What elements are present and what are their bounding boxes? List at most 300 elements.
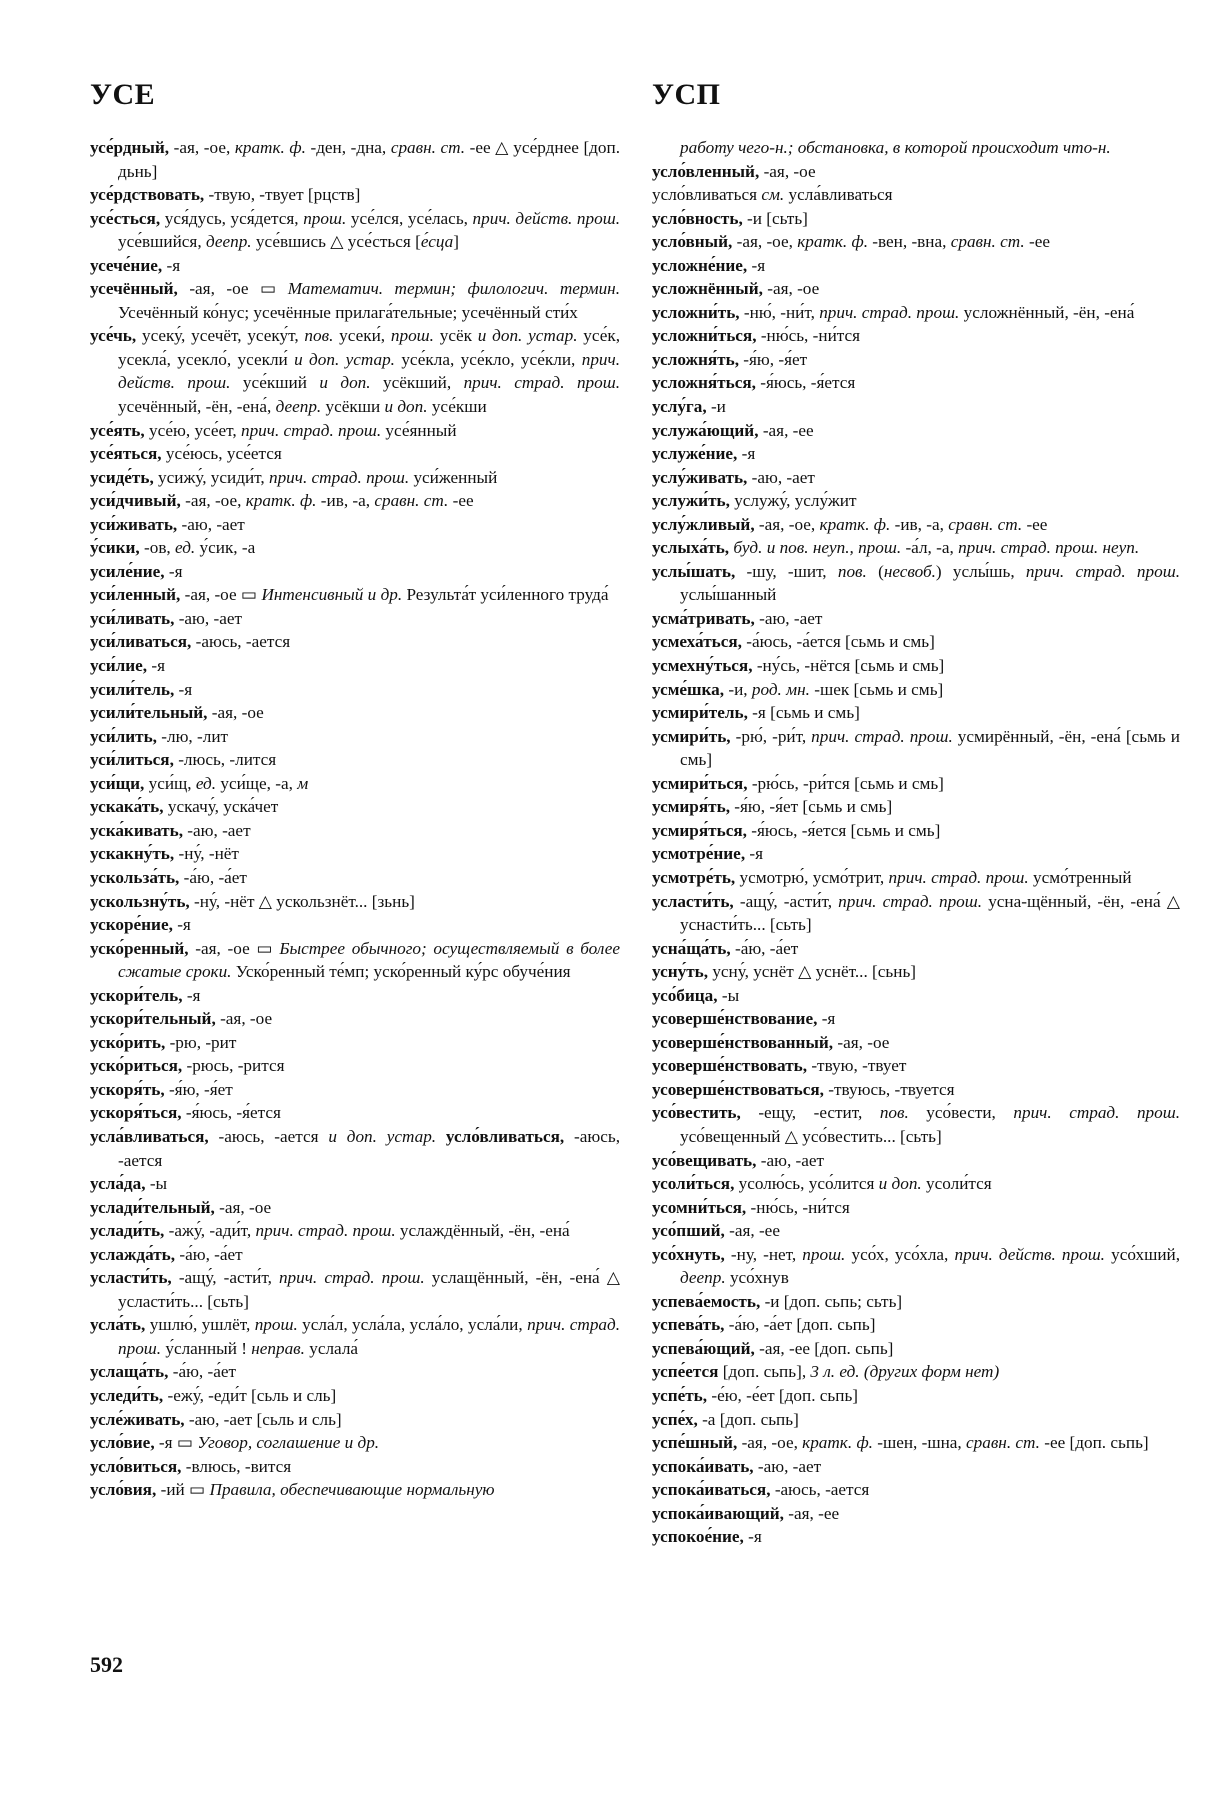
dictionary-entry [652,1219,1180,1243]
entry-text: -ая, -ее [доп. с [754,1338,863,1358]
headword: усло́вливаться, [436,1126,565,1146]
dictionary-entry [90,795,620,819]
headword: усо́бица, [652,985,718,1005]
grammar-note: прич. страд. прош. [255,1221,396,1241]
entry-text: ьп [844,1315,862,1335]
grammar-note: деепр. [275,397,322,417]
entry-text: уся́дусь, уся́дется, [160,208,304,228]
headword: усо́вещивать, [652,1150,757,1170]
headword: усе́сться, [90,208,161,228]
entry-text: усла́л, усла́ла, усла́ло, усла́ли, [297,1315,528,1335]
headword: услади́ть, [90,1221,165,1241]
entry-text: -аю, -ает [754,608,823,628]
entry-text: ь и см [877,632,922,652]
dictionary-entry [90,725,620,749]
entry-text: -я [182,985,201,1005]
dictionary-entry [90,1101,620,1125]
entry-text: ст [331,185,347,205]
headword: ускоря́ться, [90,1103,182,1123]
dictionary-entry [652,230,1180,254]
headword: ускакну́ть, [90,844,175,864]
headword: усечённый, [90,279,178,299]
entry-text: усе́кший [230,373,320,393]
headword: ускака́ть, [90,797,164,817]
entry-text: ь и см [886,773,931,793]
dictionary-entry [90,1125,620,1172]
grammar-note: и доп. устар. [477,326,578,346]
headword: усече́ние, [90,255,163,275]
headword: усе́яться, [90,444,162,464]
dictionary-entry [652,442,1180,466]
entry-text: усмирённый, -ён, -ена́ [с [952,726,1140,746]
dictionary-entry [90,1219,620,1243]
headword: услади́тельный, [90,1197,215,1217]
dictionary-entry [652,1337,1180,1361]
entry-text: -ив, -а, [890,514,949,534]
dictionary-entry [652,725,1180,772]
entry-text: Результа́т уси́ленного труда́ [402,585,609,605]
dictionary-entry [90,1031,620,1055]
entry-text: -ну́, -нёт [174,844,239,864]
entry-text: ьм [867,656,887,676]
headword: ускользну́ть, [90,891,190,911]
entry-text: -я ▭ [154,1433,198,1453]
entry-text: ьп [768,1409,786,1429]
entry-text: -я [174,679,193,699]
headword: услужи́ть, [652,491,730,511]
grammar-note: кратк. ф. [234,138,306,157]
entry-text: -аю, -ает [756,1150,825,1170]
entry-text: ьт [783,915,798,935]
entry-text: усижу́, усиди́т, [153,467,269,487]
grammar-note: е́сца [420,232,454,252]
entry-text: ь] [928,1126,942,1146]
headword: усло́вный, [652,232,733,252]
dictionary-entry [90,560,620,584]
dictionary-entry [90,819,620,843]
entry-text: -ее [1022,514,1048,534]
dictionary-entry [90,1313,620,1360]
entry-text: усло́вливаться [652,185,762,205]
grammar-note: работу чего-н.; обстановка, в которой происходит что-н. [680,138,1111,157]
dictionary-entry [652,890,1180,937]
entry-text: -я [817,1009,836,1029]
entry-text: -я [745,844,764,864]
dictionary-entry [90,1455,620,1479]
headword: усле́живать, [90,1409,185,1429]
entry-text: -а́ю, -а́ет [168,1362,236,1382]
grammar-note: прич. страд. прош. неуп. [958,538,1140,558]
entry-text: -ая, -ое [762,279,820,299]
grammar-note: сравн. ст. [390,138,466,157]
dictionary-entry [90,678,620,702]
headword: усмеха́ться, [652,632,742,652]
dictionary-entry [652,678,1180,702]
grammar-note: 3 л. ед. (других форм нет) [810,1362,1000,1382]
headword: уси́живать, [90,514,178,534]
grammar-note: Математич. термин; филологич. термин. [287,279,621,299]
dictionary-entry [652,1031,1180,1055]
dictionary-entry [652,1149,1180,1173]
entry-text: -я́ю, -я́ет [с [730,797,816,817]
entry-text: ь] [844,1385,859,1405]
headword: усе́ять, [90,420,145,440]
headword: усложня́ться, [652,373,756,393]
entry-text: ь и сл [280,1385,323,1405]
dictionary-entry [652,536,1180,560]
headword: усну́ть, [652,962,709,982]
headword: усоверше́нствование, [652,1009,818,1029]
headword: усмири́ться, [652,773,748,793]
entry-text: -я [172,915,191,935]
grammar-note: прич. страд. прош. [463,373,620,393]
grammar-note: прич. страд. прош. [118,1315,621,1358]
entry-text: -ий ▭ [156,1480,210,1500]
entry-text: ь] [235,1291,249,1311]
dictionary-entry [652,419,1180,443]
entry-text: усёкши [321,397,385,417]
headword: усло́вия, [90,1480,157,1500]
dictionary-entry [652,866,1180,890]
entry-text: -ы [145,1174,168,1194]
dictionary-entry [90,772,620,796]
grammar-note: буд. и пов. неуп., прош. [729,538,902,558]
entry-text: -ая, -ее [758,420,814,440]
dictionary-entry [90,607,620,631]
entry-text: услужу́, услу́жит [729,491,857,511]
entry-text: -я [743,1527,762,1547]
grammar-note: и доп. [384,397,428,417]
entry-text: ьн [384,891,402,911]
entry-text: -ну́, -нёт △ ускользнёт... [з [189,891,385,911]
entry-text: -аюсь, -ается [208,1126,329,1146]
grammar-note: прич. страд. прош. [278,1268,425,1288]
grammar-note: прич. страд. прош. [1013,1103,1181,1123]
entry-text: -ая, -ее [783,1503,840,1523]
entry-text: ь] [328,1409,342,1429]
entry-text: усе́к, усекла́, усекло́, усекли́ [118,326,621,369]
entry-text: ь] [785,1409,799,1429]
headword: усла́да, [90,1174,146,1194]
dictionary-entry [90,1054,620,1078]
headword: уследи́ть, [90,1385,164,1405]
entry-text: ь] [861,1315,876,1335]
entry-text: -я́ю, -я́ет [739,349,808,369]
entry-text: -ов, [139,538,176,558]
headword: уси́ливаться, [90,632,192,652]
entry-text: -я́ю, -я́ет [164,1079,233,1099]
dictionary-entry [90,842,620,866]
entry-text: ьп [771,1362,789,1382]
entry-text: ь; с [849,1291,874,1311]
entry-text: ь и см [886,656,931,676]
dictionary-entry [90,1172,620,1196]
entry-text: ь] [1135,1433,1149,1453]
entry-text: усо́вещенный △ усо́вестить... [с [680,1126,914,1146]
dictionary-entry [90,277,620,324]
entry-text: -а́юсь, -а́ется [с [741,632,859,652]
grammar-note: прош. [802,1244,846,1264]
entry-text: усну́, уснёт △ уснёт... [с [708,962,886,982]
grammar-note: прич. страд. прош. [838,891,983,911]
entry-text: ь] [698,750,713,770]
headword: усложне́ние, [652,255,748,275]
headword: уси́лить, [90,726,157,746]
dictionary-entry [652,984,1180,1008]
entry-text: ьм [858,632,878,652]
headword: услужа́ющий, [652,420,759,440]
entry-text: -ая, -ое [215,1009,273,1029]
headword: успока́ивать, [652,1456,754,1476]
entry-text: ьп [827,1385,845,1405]
grammar-note: прич. страд. прош. [888,867,1029,887]
entry-text: ь], [788,1362,811,1382]
entry-text: -и [706,397,726,417]
dictionary-entry [652,607,1180,631]
entry-text: усе́кши [427,397,487,417]
entry-text: ьт [873,1291,889,1311]
dictionary-entry [652,1313,1180,1337]
headword: усоверше́нствовать, [652,1056,808,1076]
grammar-note: неправ. [251,1338,305,1358]
entry-text: ьм [863,820,883,840]
headword: услу́жливый, [652,514,755,534]
headword: ускоря́ть, [90,1079,165,1099]
entry-text: ьт [913,1126,929,1146]
entry-text: ьм [1139,726,1158,746]
grammar-note: прош. [254,1315,298,1335]
entry-text: усложнённый, -ён, -ена́ [959,302,1135,322]
grammar-note: пов. [879,1103,909,1123]
entry-text: -ая, -ое, [169,138,235,157]
dictionary-entry [652,324,1180,348]
dictionary-entry [90,654,620,678]
headword: усе́чь, [90,326,137,346]
dictionary-entry [652,701,1180,725]
entry-text: -твую, -твует [807,1056,907,1076]
entry-text: ьн [885,962,903,982]
entry-text: ь] [930,656,945,676]
entry-text: -я [162,255,181,275]
entry-text: -ая, -ое ▭ [177,279,288,299]
headword: ускори́тель, [90,985,183,1005]
left-running-head: УСЕ [90,78,156,111]
entry-text: -ню́, -ни́т, [739,302,820,322]
entry-text: -ая, -ое ▭ [180,585,262,605]
grammar-note: прич. страд. прош. [811,726,953,746]
dictionary-entry [652,960,1180,984]
entry-text: ( [866,561,884,581]
grammar-note: прич. страд. прош. [819,302,960,322]
headword: усиле́ние, [90,561,165,581]
entry-text: -а́л, -а, [901,538,959,558]
dictionary-entry [652,207,1180,231]
entry-text: ьл [269,1409,287,1429]
grammar-note: кратк. ф. [797,232,868,252]
dictionary-entry [652,1196,1180,1220]
headword: усили́тель, [90,679,175,699]
entry-text: -ащу́, -асти́т, [171,1268,279,1288]
grammar-note: прич. действ. прош. [472,208,620,228]
entry-text: -аюсь, -ается [118,1126,620,1170]
dictionary-entry [652,1455,1180,1479]
entry-text: услы́шанный [680,585,777,605]
entry-text: усе́вшись △ усе́сться [ [251,232,421,252]
right-running-head: УСП [652,78,721,111]
headword: усложни́ть, [652,302,740,322]
dictionary-entry [90,207,620,254]
dictionary-entry [652,1054,1180,1078]
headword: усо́хнуть, [652,1244,725,1264]
grammar-note: сравн. ст. [966,1433,1040,1453]
entry-text: -а́ю, -а́ет [179,867,247,887]
entry-text: -шу, -шит, [735,561,838,581]
headword: уси́щи, [90,773,145,793]
grammar-note: и доп. устар. [294,349,395,369]
dictionary-entry [90,419,620,443]
entry-text: -а́ю, -а́ет [доп. с [724,1315,845,1335]
entry-text: -аю, -ает [753,1456,822,1476]
dictionary-entry [652,1525,1180,1549]
dictionary-entry [652,136,1180,160]
entry-text: -я́юсь, -я́ется [755,373,856,393]
headword: усме́шка, [652,679,725,699]
entry-text: услаждённый, -ён, -ена́ [395,1221,570,1241]
dictionary-entry [652,1502,1180,1526]
headword: усмири́тель, [652,703,748,723]
dictionary-entry [652,1078,1180,1102]
entry-text: усе́ю, усе́ет, [144,420,241,440]
headword: услаща́ть, [90,1362,169,1382]
entry-text: ьм [867,773,887,793]
entry-text: -ая, -ее [724,1221,780,1241]
headword: усло́вленный, [652,161,760,181]
entry-text: -рю, -рит [165,1032,237,1052]
entry-text: уси́женный [409,467,498,487]
headword: усиде́ть, [90,467,154,487]
entry-text: -люсь, -лится [173,750,277,770]
headword: усложни́ться, [652,326,757,346]
entry-text: усеку́, усечёт, усеку́т, [136,326,305,346]
headword: услыха́ть, [652,538,730,558]
entry-text: усо́вести, [908,1103,1014,1123]
headword: уска́кивать, [90,820,183,840]
grammar-note: кратк. ф. [245,491,317,511]
entry-text: -аю, -ает [177,514,245,534]
entry-text: усёк [433,326,478,346]
entry-text: -ню́сь, -ни́тся [756,326,861,346]
entry-text: -аю, -ает [174,608,242,628]
headword: уско́риться, [90,1056,183,1076]
entry-text: уси́ще, -а, [216,773,298,793]
entry-text: -аюсь, -ается [770,1480,870,1500]
entry-text: ьп [832,1291,850,1311]
entry-text: ь] [401,891,415,911]
dictionary-entry [90,630,620,654]
entry-text: ь] [921,632,935,652]
headword: ускори́тельный, [90,1009,216,1029]
dictionary-entry [90,513,620,537]
entry-text: -ещу, -естит, [740,1103,880,1123]
entry-text: усе́вшийся, [118,232,206,252]
entry-text: -ая, -ое [214,1197,272,1217]
entry-text: ьм [815,797,835,817]
dictionary-entry [652,1431,1180,1455]
entry-text: ь] [930,773,944,793]
entry-text: услала́ [304,1338,359,1358]
dictionary-entry [90,254,620,278]
entry-text: -аю, -ает [183,820,251,840]
entry-text: ь и сл [286,1409,329,1429]
headword: успева́емость, [652,1291,761,1311]
dictionary-entry [90,913,620,937]
dictionary-entry [652,466,1180,490]
entry-text: усечённый, -ён, -ена́, [118,397,276,417]
grammar-note: Правила, обеспечивающие нормальную [209,1480,495,1500]
dictionary-entry [90,1078,620,1102]
dictionary-entry [652,1101,1180,1148]
dictionary-entry [90,748,620,772]
entry-text: ь] [926,820,941,840]
headword: усе́рдный, [90,138,170,157]
entry-text: -а [доп. с [697,1409,769,1429]
headword: усложня́ть, [652,349,739,369]
grammar-note: прич. страд. прош. [240,420,382,440]
dictionary-entry [90,1196,620,1220]
entry-text: -ее [448,491,474,511]
entry-text: [доп. с [718,1362,772,1382]
dictionary-entry [90,866,620,890]
entry-text: -рю́, -ри́т, [730,726,812,746]
entry-text: -влюсь, -вится [181,1456,292,1476]
dictionary-entry [652,489,1180,513]
grammar-note: прош. [303,208,347,228]
grammar-note: прош. [390,326,434,346]
grammar-note: кратк. ф. [819,514,891,534]
grammar-note: пов. [304,326,334,346]
dictionary-entry [652,160,1180,184]
dictionary-entry [652,1172,1180,1196]
entry-text: -я [147,656,166,676]
entry-text: усоли́тся [921,1174,992,1194]
entry-text: -ее △ усе́рднее [доп. д [118,138,621,181]
grammar-note: кратк. ф. [802,1433,873,1453]
entry-text: ь и см [802,703,847,723]
entry-text: ь] [878,797,893,817]
headword: успокое́ние, [652,1527,744,1547]
entry-text: -ая, -ое, [737,1433,803,1453]
headword: успева́ющий, [652,1338,755,1358]
entry-text: -ая, -ое, [754,514,820,534]
headword: усна́ща́ть, [652,938,731,958]
dictionary-entry [90,1384,620,1408]
dictionary-entry [90,183,620,207]
entry-text: ьл [264,1385,281,1405]
entry-text: ушлю́, ушлёт, [145,1315,255,1335]
dictionary-entry [652,842,1180,866]
headword: усмиря́ться, [652,820,747,840]
dictionary-entry [652,254,1180,278]
headword: уси́ленный, [90,585,181,605]
headword: усмиря́ть, [652,797,730,817]
headword: успока́ивающий, [652,1503,784,1523]
entry-text: ь и см [680,726,1180,770]
grammar-note: ед. [195,773,217,793]
headword: успе́ть, [652,1385,708,1405]
entry-text: -а́ю, -а́ет [175,1244,243,1264]
entry-text: усолю́сь, усо́лится [734,1174,879,1194]
dictionary-entry [90,1408,620,1432]
